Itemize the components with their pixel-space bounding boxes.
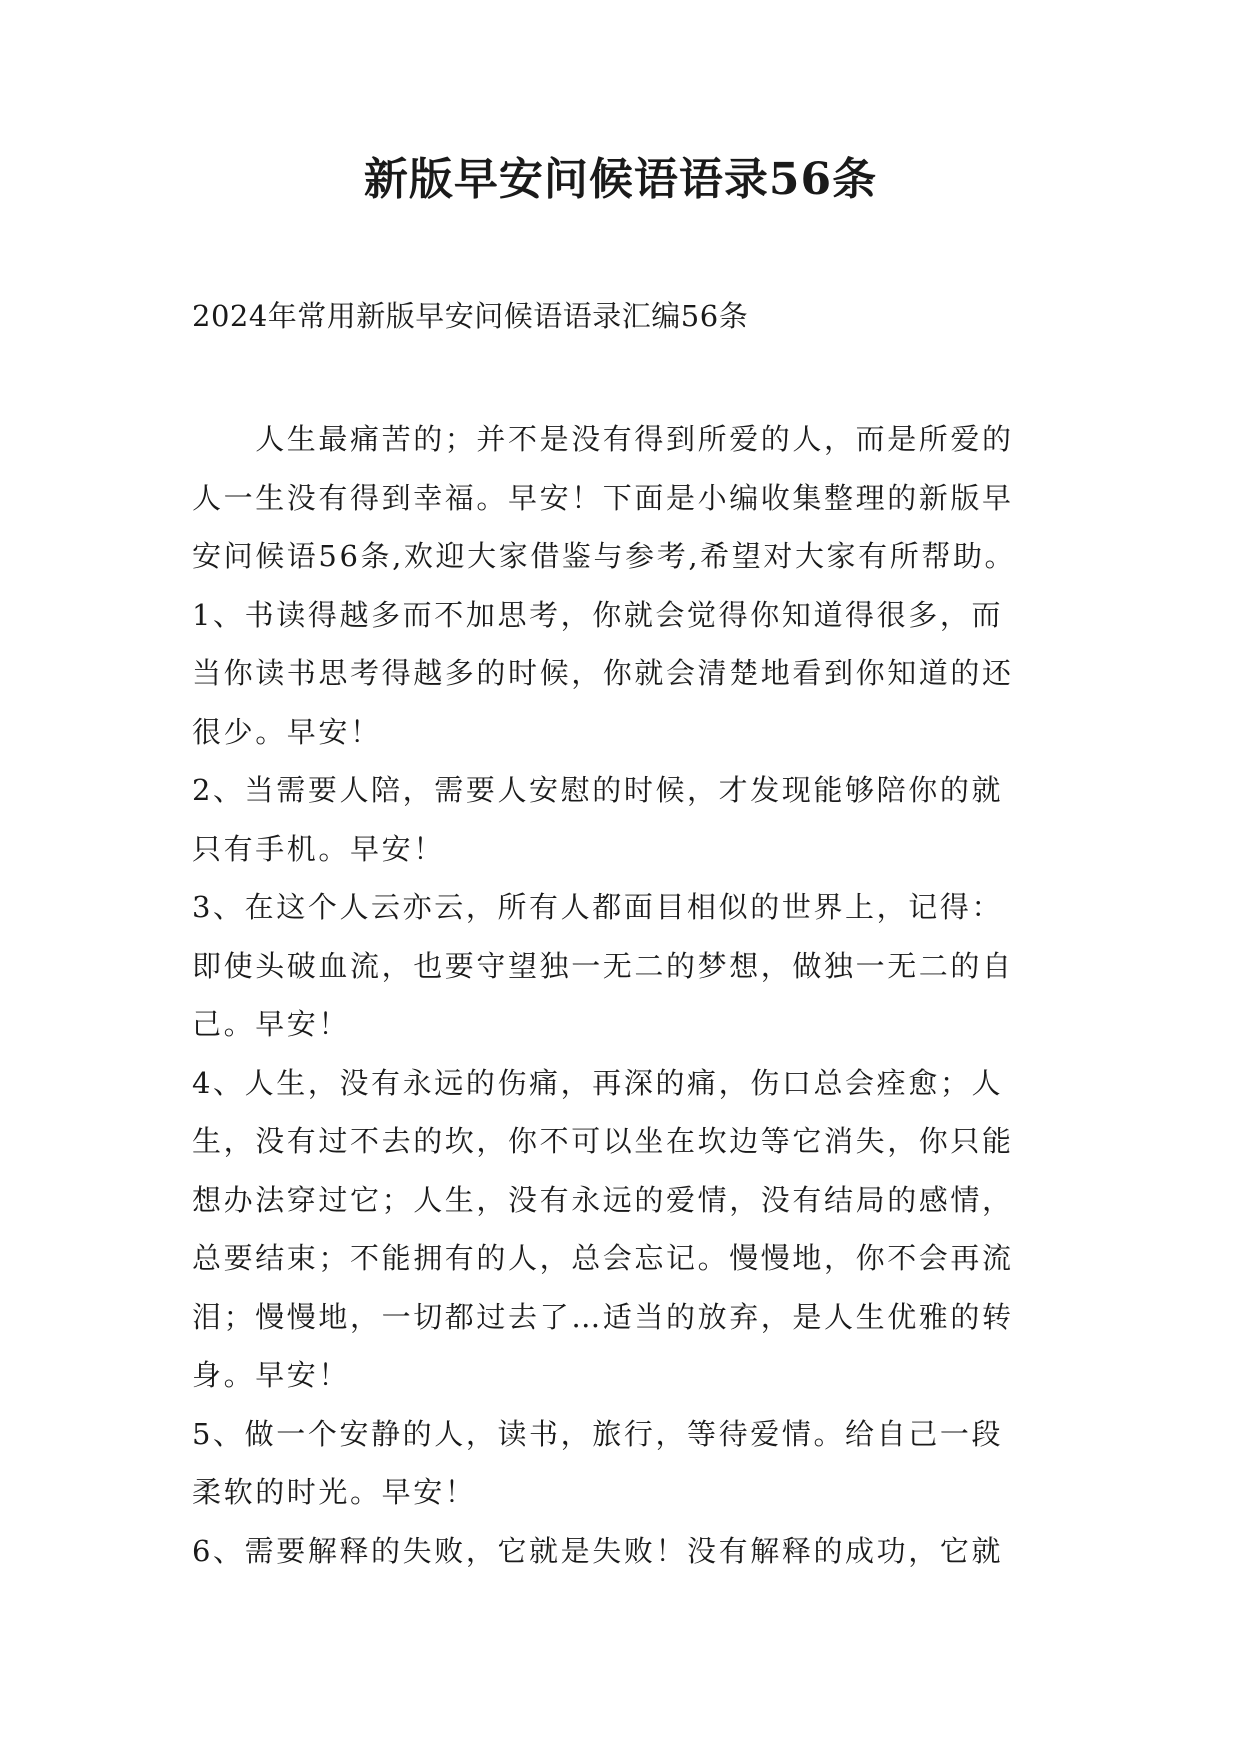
body-line: 身。早安！ (192, 1358, 351, 1392)
body-line: 5、做一个安静的人，读书，旅行，等待爱情。给自己一段 (192, 1416, 1004, 1451)
document-subtitle: 2024年常用新版早安问候语语录汇编56条 (192, 299, 749, 333)
body-line: 很少。早安！ (192, 714, 382, 749)
body-line: 当你读书思考得越多的时候，你就会清楚地看到你知道的还 (192, 656, 1014, 690)
body-line: 人生最痛苦的；并不是没有得到所爱的人，而是所爱的 (192, 422, 1014, 456)
body-line: 柔软的时光。早安！ (192, 1475, 477, 1509)
body-line: 2、当需要人陪，需要人安慰的时候，才发现能够陪你的就 (192, 773, 1004, 807)
body-line: 己。早安！ (192, 1007, 351, 1041)
document-title: 新版早安问候语语录56条 (363, 154, 878, 205)
body-line: 3、在这个人云亦云，所有人都面目相似的世界上，记得： (192, 890, 1004, 924)
body-line: 生，没有过不去的坎，你不可以坐在坎边等它消失，你只能 (192, 1124, 1014, 1158)
body-line: 总要结束；不能拥有的人，总会忘记。慢慢地，你不会再流 (192, 1241, 1014, 1275)
body-line: 泪；慢慢地，一切都过去了…适当的放弃，是人生优雅的转 (192, 1299, 1014, 1334)
body-line: 人一生没有得到幸福。早安！下面是小编收集整理的新版早 (192, 480, 1014, 515)
body-line: 安问候语56条,欢迎大家借鉴与参考,希望对大家有所帮助。 (192, 539, 1017, 573)
document-body (192, 410, 1062, 1580)
body-line: 1、书读得越多而不加思考，你就会觉得你知道得很多，而 (192, 597, 1004, 632)
body-line: 想办法穿过它；人生，没有永远的爱情，没有结局的感情， (192, 1182, 1014, 1217)
body-line: 只有手机。早安！ (192, 831, 445, 866)
body-line: 即使头破血流，也要守望独一无二的梦想，做独一无二的自 (192, 948, 1014, 983)
body-line: 6、需要解释的失败，它就是失败！没有解释的成功，它就 (192, 1533, 1004, 1568)
body-line: 4、人生，没有永远的伤痛，再深的痛，伤口总会痊愈；人 (192, 1065, 1004, 1100)
